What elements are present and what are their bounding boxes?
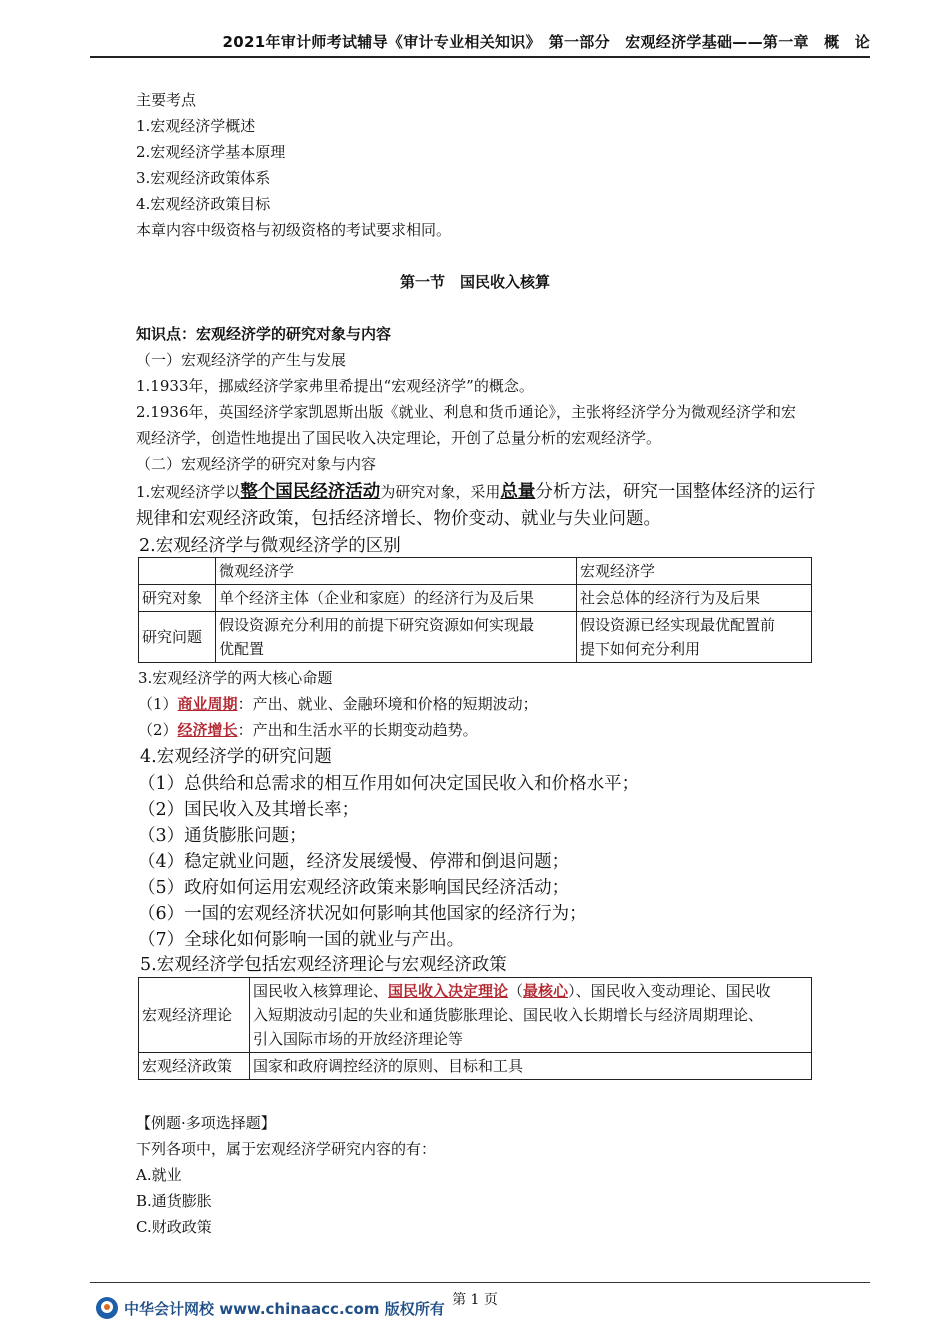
problem-item: （7）全球化如何影响一国的就业与产出。 [138, 930, 465, 950]
problem-item: （2）国民收入及其增长率； [138, 800, 360, 820]
problem-item: （4）稳定就业问题，经济发展缓慢、停滞和倒退问题； [138, 852, 570, 872]
table-header: 微观经济学 [216, 558, 577, 585]
intro-item: 1.宏观经济学概述 [136, 117, 256, 135]
item-text: ：产出、就业、金融环境和价格的短期波动； [237, 695, 538, 713]
table-cell: 研究对象 [139, 585, 216, 612]
cell-line: 引入国际市场的开放经济理论等 [253, 1030, 464, 1048]
table-cell: 研究问题 [139, 612, 216, 663]
core-item [138, 719, 478, 740]
subsection-heading: （一）宏观经济学的产生与发展 [136, 351, 347, 369]
table-cell: 单个经济主体（企业和家庭）的经济行为及后果 [216, 585, 577, 612]
intro-item: 4.宏观经济政策目标 [136, 195, 271, 213]
text: （ [508, 982, 524, 1000]
intro-note: 本章内容中级资格与初级资格的考试要求相同。 [136, 221, 452, 239]
item-text: ：产出和生活水平的长期变动趋势。 [237, 721, 478, 739]
paragraph: 2.1936年，英国经济学家凯恩斯出版《就业、利息和货币通论》，主张将经济学分为微观经济学和宏 [136, 403, 796, 421]
text: ）、国民收入变动理论、国民收 [568, 982, 771, 1000]
header-divider [90, 56, 870, 58]
intro-heading: 主要考点 [136, 91, 197, 109]
page-number: 第 1 页 [452, 1292, 498, 1308]
problem-item: （1）总供给和总需求的相互作用如何决定国民收入和价格水平； [138, 774, 640, 794]
problems-title: 4.宏观经济学的研究问题 [140, 747, 332, 767]
page-header-title: 2021年审计师考试辅导《审计专业相关知识》 第一部分 宏观经济学基础——第一章 概 论 [222, 33, 870, 51]
table-cell [216, 612, 577, 663]
paragraph: 观经济学，创造性地提出了国民收入决定理论，开创了总量分析的宏观经济学。 [136, 429, 662, 447]
table-cell: 社会总体的经济行为及后果 [577, 585, 812, 612]
paragraph [136, 478, 815, 503]
table-cell: 国家和政府调控经济的原则、目标和工具 [250, 1053, 812, 1080]
table-header: 宏观经济学 [577, 558, 812, 585]
table-row [139, 1053, 812, 1080]
text: 分析方法，研究一国整体经济的运行 [535, 482, 816, 502]
table-row [139, 558, 812, 585]
text: 国民收入核算理论、 [253, 982, 389, 1000]
footer-divider [90, 1282, 870, 1283]
intro-item: 3.宏观经济政策体系 [136, 169, 271, 187]
table-row [139, 612, 812, 663]
compare-title: 2.宏观经济学与微观经济学的区别 [139, 536, 401, 556]
table-cell [577, 612, 812, 663]
problem-item: （5）政府如何运用宏观经济政策来影响国民经济活动； [138, 878, 570, 898]
core-item [138, 693, 538, 714]
compare-table [138, 557, 812, 663]
intro-item: 2.宏观经济学基本原理 [136, 143, 286, 161]
section-title: 第一节 国民收入核算 [399, 273, 550, 291]
cell-line: 假设资源充分利用的前提下研究资源如何实现最 [219, 616, 535, 634]
table-cell [139, 558, 216, 585]
emphasis-term: 整个国民经济活动 [240, 482, 381, 502]
key-term: 国民收入决定理论 [388, 982, 509, 1000]
item-prefix: （1） [138, 695, 178, 713]
key-term: 商业周期 [177, 695, 238, 713]
paragraph: 规律和宏观经济政策，包括经济增长、物价变动、就业与失业问题。 [136, 509, 661, 529]
theory-title: 5.宏观经济学包括宏观经济理论与宏观经济政策 [140, 955, 507, 975]
problem-item: （6）一国的宏观经济状况如何影响其他国家的经济行为； [138, 904, 587, 924]
table-cell: 宏观经济理论 [139, 978, 250, 1053]
cell-line: 提下如何充分利用 [580, 640, 701, 658]
footer-brand: 中华会计网校 www.chinaacc.com 版权所有 [124, 1300, 445, 1318]
cell-line: 优配置 [219, 640, 265, 658]
cell-line: 入短期波动引起的失业和通货膨胀理论、国民收入长期增长与经济周期理论、 [253, 1006, 764, 1024]
table-cell: 宏观经济政策 [139, 1053, 250, 1080]
emphasis-term: 总量 [500, 482, 536, 502]
text: 1.宏观经济学以 [136, 483, 241, 501]
problem-item: （3）通货膨胀问题； [138, 826, 307, 846]
example-option: C.财政政策 [136, 1218, 212, 1236]
table-row [139, 585, 812, 612]
text: 为研究对象，采用 [380, 483, 501, 501]
core-title: 3.宏观经济学的两大核心命题 [138, 669, 333, 687]
cell-line: 假设资源已经实现最优配置前 [580, 616, 776, 634]
example-option: A.就业 [136, 1166, 182, 1184]
key-term: 经济增长 [177, 721, 238, 739]
table-row [139, 978, 812, 1053]
example-title: 【例题·多项选择题】 [136, 1114, 276, 1132]
example-option: B.通货膨胀 [136, 1192, 212, 1210]
theory-table [138, 977, 812, 1080]
paragraph: 1.1933年，挪威经济学家弗里希提出“宏观经济学”的概念。 [136, 377, 534, 395]
cell-line [253, 979, 808, 1003]
example-question: 下列各项中，属于宏观经济学研究内容的有： [136, 1140, 437, 1158]
key-term: 最核心 [523, 982, 569, 1000]
table-cell [250, 978, 812, 1053]
knowledge-title: 知识点：宏观经济学的研究对象与内容 [136, 325, 392, 343]
subsection-heading: （二）宏观经济学的研究对象与内容 [136, 455, 377, 473]
item-prefix: （2） [138, 721, 178, 739]
